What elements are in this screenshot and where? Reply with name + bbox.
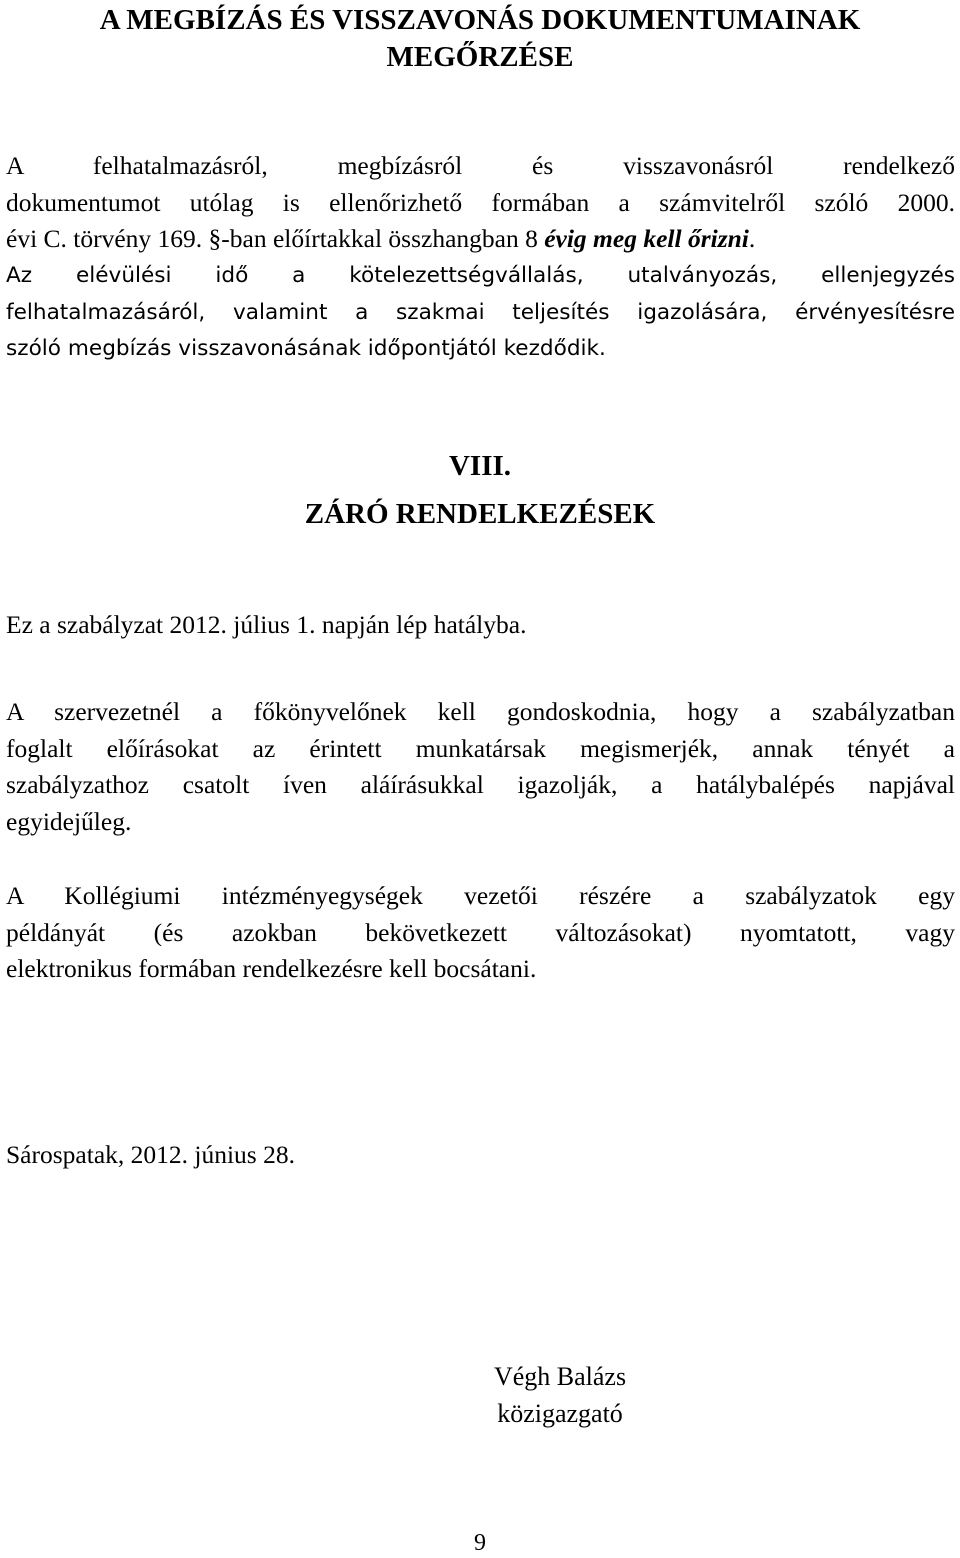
distribution-line-2: példányát (és azokban bekövetkezett változásokat) nyomtatott, vagy <box>6 917 955 947</box>
place-date: Sárospatak, 2012. június 28. <box>6 1140 295 1169</box>
limitation-paragraph <box>6 258 955 368</box>
chapter-heading <box>0 446 960 534</box>
effective-date: Ez a szabályzat 2012. július 1. napján lép hatályba. <box>6 610 527 639</box>
retention-line-3-suffix: . <box>748 224 756 253</box>
chapter-number: VIII. <box>448 450 512 482</box>
section-title <box>0 2 960 76</box>
distribution-line-3: elektronikus formában rendelkezésre kell bocsátani. <box>6 954 537 983</box>
accountant-line-3: szabályzathoz csatolt íven aláírásukkal igazolják, a hatálybalépés napjával <box>6 770 955 799</box>
accountant-line-2: foglalt előírásokat az érintett munkatársak megismerjék, annak tényét a <box>6 733 955 763</box>
retention-emphasis: évig meg kell őrizni <box>544 224 749 253</box>
distribution-paragraph <box>6 878 955 988</box>
signatory-name: Végh Balázs <box>493 1362 627 1391</box>
retention-paragraph <box>6 148 955 258</box>
limitation-line-1: Az elévülési idő a kötelezettségvállalás, utalványozás, ellenjegyzés <box>6 263 955 288</box>
signature-block <box>440 1358 680 1432</box>
chapter-title: ZÁRÓ RENDELKEZÉSEK <box>304 498 656 530</box>
distribution-line-1: A Kollégiumi intézményegységek vezetői részére a szabályzatok egy <box>6 881 955 910</box>
accountant-line-1: A szervezetnél a főkönyvelőnek kell gondoskodnia, hogy a szabályzatban <box>6 697 955 726</box>
limitation-line-2: felhatalmazásáról, valamint a szakmai teljesítés igazolására, érvényesítésre <box>6 299 955 325</box>
retention-line-3-prefix: évi C. törvény 169. §-ban előírtakkal összhangban 8 <box>6 224 545 253</box>
retention-line-2: dokumentumot utólag is ellenőrizhető formában a számvitelről szóló 2000. <box>6 187 955 217</box>
accountant-paragraph <box>6 694 955 840</box>
section-title-line-1: A MEGBÍZÁS ÉS VISSZAVONÁS DOKUMENTUMAINAK <box>99 4 861 36</box>
retention-line-3 <box>6 221 955 258</box>
page-number: 9 <box>474 1530 486 1556</box>
signatory-title: közigazgató <box>497 1399 623 1428</box>
section-title-line-2: MEGŐRZÉSE <box>386 41 574 73</box>
accountant-line-4: egyidejűleg. <box>6 806 132 836</box>
limitation-line-3: szóló megbízás visszavonásának időpontjától kezdődik. <box>6 336 606 361</box>
retention-line-1: A felhatalmazásról, megbízásról és visszavonásról rendelkező <box>6 151 955 180</box>
